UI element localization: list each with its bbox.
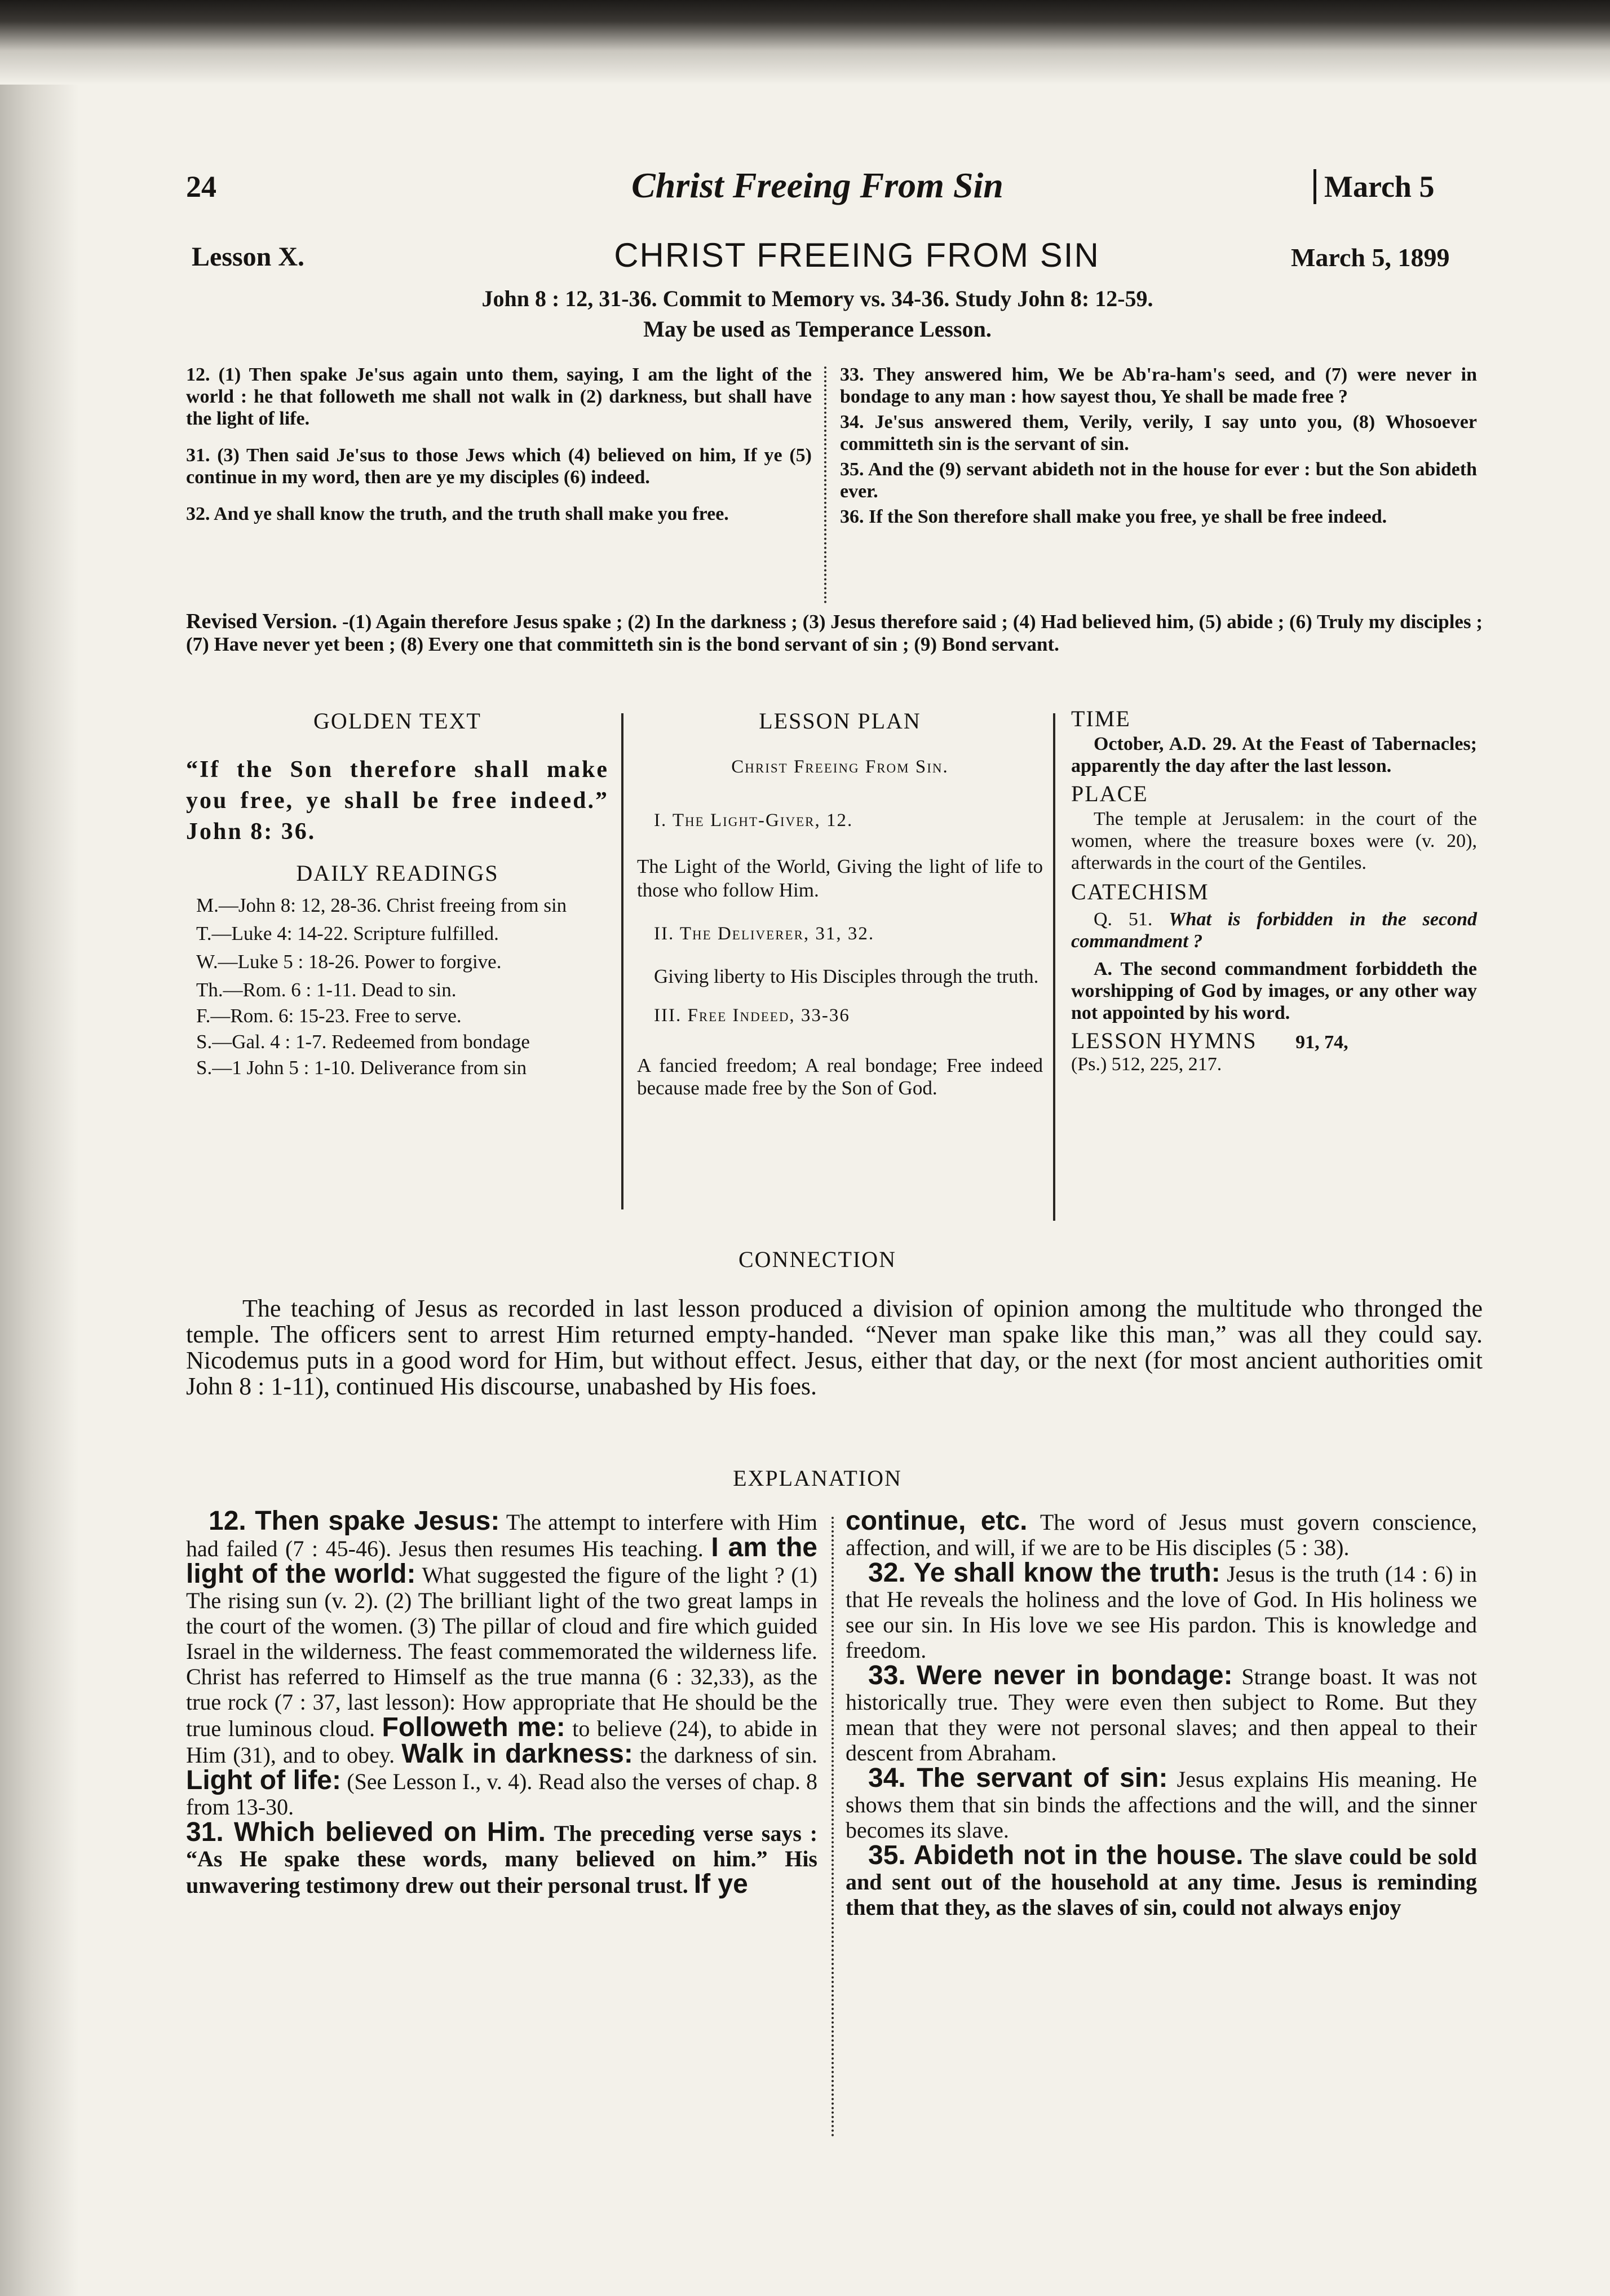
reading-item: T.—Luke 4: 14-22. Scripture fulfilled. [196, 922, 499, 944]
lesson-date: March 5, 1899 [1291, 243, 1450, 272]
explanation-right-column [846, 1508, 1477, 1920]
lesson-title: CHRIST FREEING FROM SIN [614, 236, 1100, 274]
catechism-answer: A. The second commandment forbiddeth the worshipping of God by images, or any other way not appointed by his word. [1071, 959, 1477, 1023]
lesson-hymns [1071, 1030, 1477, 1053]
explanation-label: 12. Then spake Jesus: [209, 1506, 500, 1536]
explanation-text: The word of Jesus must govern conscience, affection, and will, if we are to be His disciples (5 : 38). [846, 1509, 1478, 1560]
explanation-text: The attempt to interfere with Him had failed (7 : 45-46). Jesus then resumes His teaching. [186, 1509, 818, 1561]
plan-part-text: The Light of the World, Giving the light of life to those who follow Him. [637, 855, 1043, 901]
verse: 34. Je'sus answered them, Verily, verily, I say unto you, (8) Whosoever committeth sin is the servant of sin. [840, 412, 1477, 454]
reading-item: Th.—Rom. 6 : 1-11. Dead to sin. [196, 979, 457, 1001]
explanation-text: Jesus is the truth (14 : 6) in that He reveals the holiness and the love of God. In His holiness we see our sin. In His love we see His pardon. This is knowledge and freedom. [846, 1561, 1477, 1663]
hymns-numbers: 91, 74, [1295, 1032, 1348, 1053]
verse: 32. And ye shall know the truth, and the truth shall make you free. [186, 504, 729, 524]
daily-readings-heading: DAILY READINGS [296, 860, 499, 886]
explanation-text: The slave could be sold and sent out of the household at any time. Jesus is reminding them that they, as the slaves of sin, could not always enjoy [846, 1844, 1478, 1920]
explanation-label: Light of life: [186, 1765, 341, 1795]
explanation-label: 31. Which believed on Him. [186, 1817, 546, 1847]
explanation-label: I am the light of the world: [186, 1533, 817, 1589]
reading-item: S.—1 John 5 : 1-10. Deliverance from sin [196, 1057, 527, 1079]
golden-text-heading: GOLDEN TEXT [313, 708, 481, 734]
time-heading: TIME [1071, 706, 1131, 731]
revised-version-label: Revised Version. [186, 610, 338, 633]
explanation-text: Jesus explains His meaning. He shows them that sin binds the affections and the will, and the sinner becomes its slave. [846, 1767, 1478, 1843]
scripture-column-divider [824, 367, 826, 603]
plan-part-title: I. The Light-Giver, 12. [654, 810, 853, 831]
time-text: October, A.D. 29. At the Feast of Tabernacles; apparently the day after the last lesson. [1071, 734, 1477, 776]
scripture-reference: John 8 : 12, 31-36. Commit to Memory vs. 34-36. Study John 8: 12-59. [481, 286, 1153, 311]
explanation-label: continue, etc. [846, 1506, 1028, 1536]
explanation-text: the darkness of sin. [639, 1742, 817, 1768]
explanation-text: (See Lesson I., v. 4). Read also the verses of chap. 8 from 13-30. [186, 1769, 818, 1820]
place-text: The temple at Jerusalem: in the court of the women, where the treasure boxes were (v. 20), afterwards in the court of the Gentiles. [1071, 809, 1477, 873]
explanation-label: 34. The servant of sin: [868, 1763, 1168, 1793]
study-divider-right [1053, 713, 1055, 1221]
verse: 36. If the Son therefore shall make you free, ye shall be free indeed. [840, 506, 1387, 527]
reading-item: W.—Luke 5 : 18-26. Power to forgive. [196, 951, 502, 973]
daily-readings-list [186, 894, 609, 1079]
explanation-text: Strange boast. It was not historically true. They were even then subject to Rome. But they mean that they were not personal slaves; and then appeal to their descent from Abraham. [846, 1664, 1478, 1765]
running-title: Christ Freeing From Sin [631, 165, 1003, 205]
golden-text-column [186, 708, 609, 1083]
reading-item: F.—Rom. 6: 15-23. Free to serve. [196, 1005, 462, 1027]
lesson-plan-heading: LESSON PLAN [759, 708, 921, 734]
place-heading: PLACE [1071, 781, 1148, 806]
explanation-label: Followeth me: [382, 1712, 565, 1742]
verse: 33. They answered him, We be Ab'ra-ham's seed, and (7) were never in bondage to any man : how sayest thou, Ye shall be made free ? [840, 364, 1477, 407]
reading-item: S.—Gal. 4 : 1-7. Redeemed from bondage [196, 1031, 530, 1053]
catechism-question-number: Q. 51. [1094, 909, 1153, 930]
connection-heading: CONNECTION [738, 1247, 896, 1272]
study-divider-left [621, 713, 623, 1209]
lesson-plan-subtitle: Christ Freeing From Sin. [731, 757, 949, 777]
revised-version [186, 610, 1483, 656]
plan-part-text: A fancied freedom; A real bondage; Free indeed because made free by the Son of God. [637, 1054, 1043, 1099]
scan-left-edge [0, 0, 79, 2296]
scripture-right-column [840, 364, 1477, 531]
plan-part-title: II. The Deliverer, 31, 32. [654, 924, 875, 944]
running-date: March 5 [1313, 169, 1434, 204]
verse: 31. (3) Then said Je'sus to those Jews which (4) believed on him, If ye (5) continue in my word, then are ye my disciples (6) indeed. [186, 445, 812, 488]
catechism-question [1071, 908, 1477, 952]
plan-part-title: III. Free Indeed, 33-36 [654, 1005, 850, 1026]
hymns-psalms: (Ps.) 512, 225, 217. [1071, 1054, 1222, 1075]
lesson-number: Lesson X. [192, 242, 305, 272]
page-number: 24 [186, 170, 216, 204]
explanation-label: 33. Were never in bondage: [868, 1661, 1233, 1690]
explanation-text: The preceding verse says : “As He spake these words, many believed on him.” His unwavering testimony drew out their personal trust. [186, 1821, 818, 1898]
connection-text: The teaching of Jesus as recorded in last lesson produced a division of opinion among the multitude who thronged the temple. The officers sent to arrest Him returned empty-handed. “Never man spake like this man,” was all they could say. Nicodemus puts in a good word for Him, but without effect. Jesus, either that day, or the next (for most ancient authorities omit John 8 : 1-11), continued His discourse, unabashed by His foes. [186, 1295, 1483, 1400]
temperance-note: May be used as Temperance Lesson. [643, 316, 992, 342]
explanation-label: If ye [693, 1869, 748, 1899]
explanation-label: 32. Ye shall know the truth: [868, 1558, 1220, 1588]
catechism-question-text: What is forbidden in the second commandment ? [1071, 909, 1478, 952]
explanation-label: 35. Abideth not in the house. [868, 1840, 1244, 1870]
hymns-heading: LESSON HYMNS [1071, 1028, 1257, 1053]
lesson-plan-column [637, 708, 1043, 1100]
explanation-heading: EXPLANATION [733, 1465, 902, 1491]
explanation-text: to believe (24), to abide in Him (31), and to obey. [186, 1716, 818, 1768]
catechism-heading: CATECHISM [1071, 879, 1209, 904]
verse: 12. (1) Then spake Je'sus again unto them, saying, I am the light of the world : he that followeth me shall not walk in (2) darkness, but shall have the light of life. [186, 364, 812, 429]
explanation-text: What suggested the figure of the light ? (1) The rising sun (v. 2). (2) The brilliant light of the two great lamps in the court of the women. (3) The pillar of cloud and fire which guided Israel in the wilderness. The feast commemorated the wilderness life. Christ has referred to Himself as the true manna (6 : 32,33), as the true rock (7 : 37, last lesson): How appropriate that He should be the true luminous cloud. [186, 1562, 817, 1741]
verse: 35. And the (9) servant abideth not in the house for ever : but the Son abideth ever. [840, 459, 1477, 502]
explanation-label: Walk in darkness: [401, 1739, 633, 1769]
scan-top-edge [0, 0, 1610, 85]
sidebar-column [1071, 708, 1477, 1075]
golden-text: “If the Son therefore shall make you free, ye shall be free indeed.” John 8: 36. [186, 757, 609, 845]
explanation-column-divider [831, 1517, 834, 2137]
explanation-left-column [186, 1508, 817, 1898]
revised-version-text: -(1) Again therefore Jesus spake ; (2) In the darkness ; (3) Jesus therefore said ; (4) Had believed him, (5) abide ; (6) Truly my disciples ; (7) Have never yet been ; (8) Every one that committeth sin is the bond servant of sin ; (9) Bond servant. [186, 611, 1483, 655]
reading-item: M.—John 8: 12, 28-36. Christ freeing from sin [196, 894, 567, 916]
plan-part-text: Giving liberty to His Disciples through the truth. [654, 965, 1039, 987]
scripture-left-column [186, 364, 812, 540]
